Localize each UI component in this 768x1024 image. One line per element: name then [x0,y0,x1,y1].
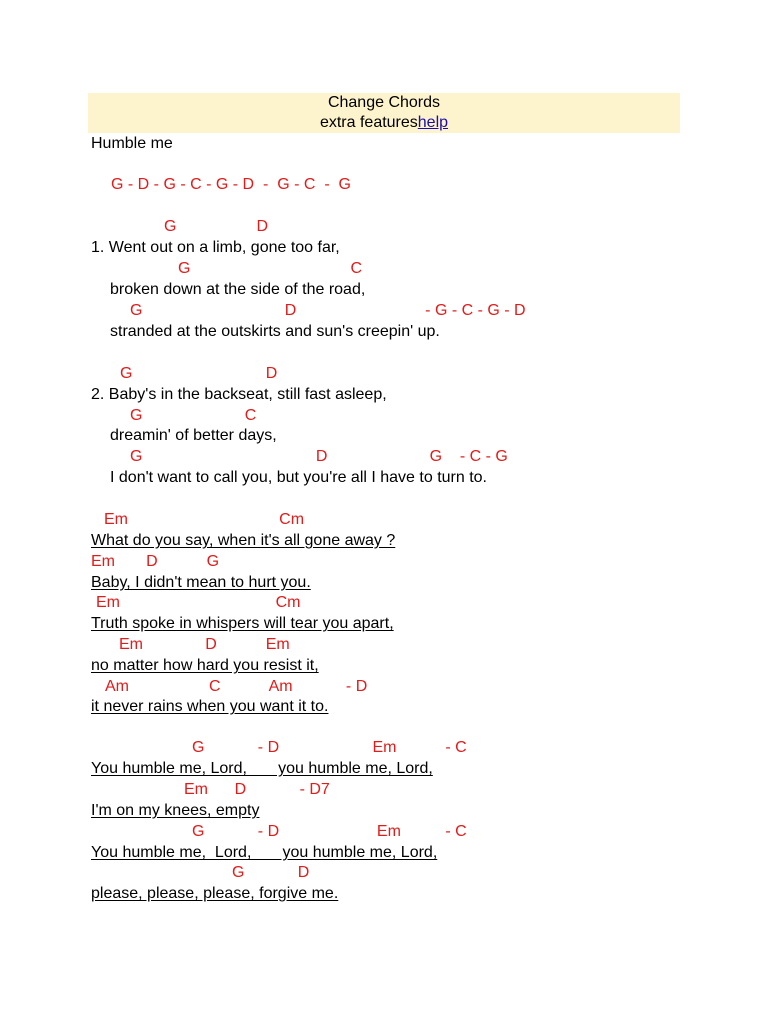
lyric-line: Baby, I didn't mean to hurt you. [91,574,311,591]
lyric-line: 1. Went out on a limb, gone too far, [91,239,340,256]
lyric-line: 2. Baby's in the backseat, still fast asleep, [91,386,387,403]
lyric-line: stranded at the outskirts and sun's creepin' up. [110,323,440,340]
chord-line: Em D - D7 [184,781,330,798]
chord-line: G D - G - C - G - D [130,302,526,319]
extra-features-label[interactable]: extra features [319,114,418,131]
lyric-line: Truth spoke in whispers will tear you apart, [91,615,394,632]
chord-line: Em Cm [104,511,305,528]
chord-line: G D G - C - G [130,448,508,465]
lyric-line: dreamin' of better days, [110,427,277,444]
help-link[interactable]: help [417,114,449,131]
chord-line: G - D Em - C [192,739,467,756]
lyric-line: You humble me, Lord, you humble me, Lord, [91,760,433,777]
chord-line: G D [232,864,310,881]
lyric-line: I'm on my knees, empty [91,802,260,819]
chord-line: G - D Em - C [192,823,467,840]
chord-line: Em D Em [119,636,290,653]
lyric-line: please, please, please, forgive me. [91,885,339,902]
change-chords-link[interactable]: Change Chords [327,94,441,111]
song-title: Humble me [91,135,173,152]
chord-line: Am C Am - D [105,678,368,695]
chord-line: G D [164,218,269,235]
lyric-line: broken down at the side of the road, [110,281,366,298]
lyric-line: What do you say, when it's all gone away ? [91,532,396,549]
intro-chords: G - D - G - C - G - D - G - C - G [111,176,351,193]
chord-line: Em Cm [96,594,301,611]
chord-line: G C [130,407,257,424]
change-chords-panel [88,93,680,133]
lyric-line: You humble me, Lord, you humble me, Lord, [91,844,438,861]
lyric-line: it never rains when you want it to. [91,698,329,715]
lyric-line: no matter how hard you resist it, [91,657,319,674]
chord-line: G D [120,365,278,382]
chord-line: Em D G [91,553,220,570]
lyric-line: I don't want to call you, but you're all I have to turn to. [110,469,487,486]
chord-line: G C [178,260,363,277]
